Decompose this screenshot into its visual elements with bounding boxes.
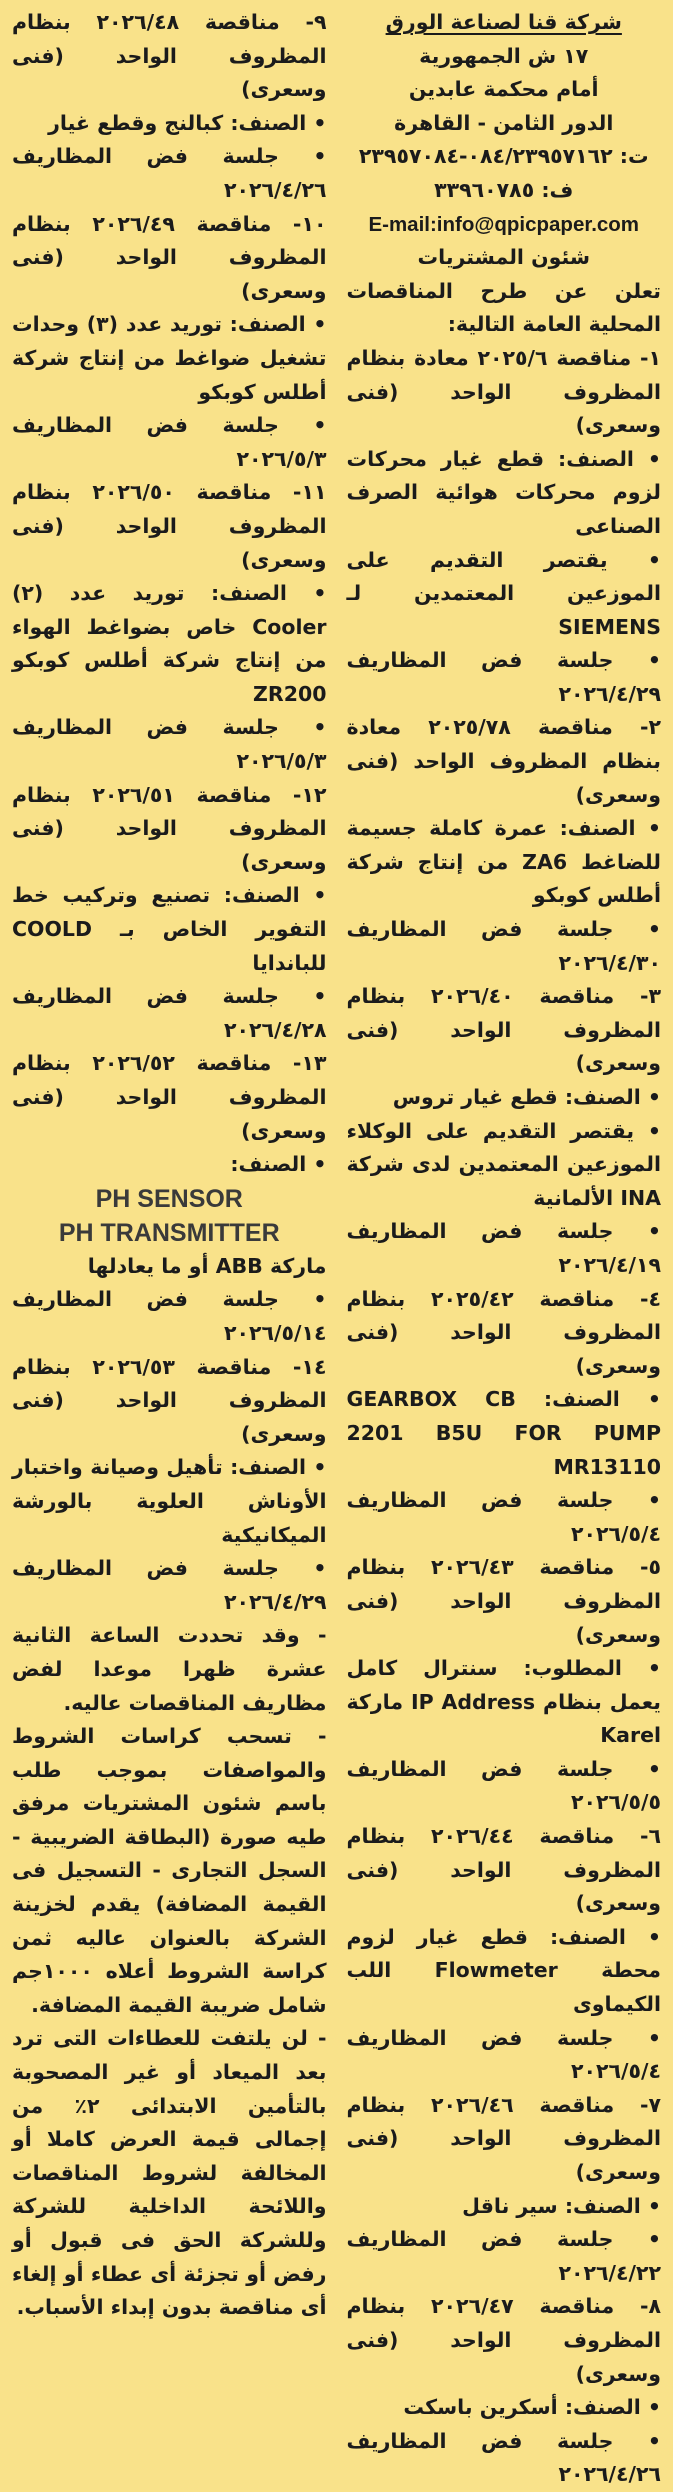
right-column (346, 6, 662, 2487)
address-line: ١٧ ش الجمهورية (419, 43, 589, 68)
tender-line: ماركة ABB أو ما يعادلها (87, 1253, 327, 1278)
tender-line: • جلسة فض المظاريف ٢٠٢٦/٤/١٩ (346, 1219, 661, 1277)
tender-line: • جلسة فض المظاريف ٢٠٢٦/٥/٤ (346, 1488, 661, 1546)
tender-line: ١٤- مناقصة ٢٠٢٦/٥٣ بنظام المظروف الواحد (فنى وسعرى) (12, 1354, 327, 1446)
tender-line: • الصنف: توريد عدد (٢) Cooler خاص بضواغط الهواء من إنتاج شركة أطلس كوبكو ZR200 (12, 581, 327, 706)
tender-line: • الصنف: (230, 1152, 327, 1177)
tender-line: • الصنف: أسكرين باسكت (403, 2395, 661, 2420)
terms-paragraph: - تسحب كراسات الشروط والمواصفات بموجب طلب باسم شئون المشتريات مرفق طيه صورة (البطاقة الضريبية - السجل التجارى - التسجيل فى القيمة المضافة) يقدم لخزينة الشركة بالعنوان عاليه ثمن كراسة الشروط أعلاه ١٠٠٠جم شامل ضريبة القيمة المضافة. (12, 1724, 327, 2017)
tender-line: ١- مناقصة ٢٠٢٥/٦ معادة بنظام المظروف الواحد (فنى وسعرى) (346, 345, 661, 438)
tender-line: ١٢- مناقصة ٢٠٢٦/٥١ بنظام المظروف الواحد (فنى وسعرى) (12, 782, 327, 874)
company-name: شركة قنا لصناعة الورق (385, 10, 622, 34)
tender-line: • الصنف: عمرة كاملة جسيمة للضاغط ZA6 من إنتاج شركة أطلس كوبكو (346, 816, 661, 908)
tender-line: • جلسة فض المظاريف ٢٠٢٦/٥/٤ (346, 2025, 661, 2084)
tender-line: • الصنف: تصنيع وتركيب خط التفوير الخاص بـ COOLD للباندايا (12, 883, 327, 975)
terms-paragraph: - وقد تحددت الساعة الثانية عشرة ظهرا موعدا لفض مظاريف المناقصات عاليه. (12, 1623, 327, 1715)
left-column (12, 6, 327, 2320)
tender-line: ٧- مناقصة ٢٠٢٦/٤٦ بنظام المظروف الواحد (فنى وسعرى) (346, 2092, 661, 2184)
tender-line: • جلسة فض المظاريف ٢٠٢٦/٤/٢٦ (346, 2428, 661, 2487)
tender-line: • جلسة فض المظاريف ٢٠٢٦/٥/٣ (12, 413, 327, 471)
department-name: شئون المشتريات (417, 245, 590, 270)
tender-line: • يقتصر التقديم على الوكلاء الموزعين المعتمدين لدى شركة INA الألمانية (346, 1118, 661, 1210)
tender-line: ١١- مناقصة ٢٠٢٦/٥٠ بنظام المظروف الواحد (فنى وسعرى) (12, 480, 327, 572)
tender-line: • جلسة فض المظاريف ٢٠٢٦/٤/٢٦ (12, 144, 327, 202)
tender-line: • الصنف: قطع غيار محركات لزوم محركات هوائية الصرف الصناعى (346, 446, 661, 538)
tender-line: ٩- مناقصة ٢٠٢٦/٤٨ بنظام المظروف الواحد (فنى وسعرى) (12, 10, 327, 102)
tender-line: ١٣- مناقصة ٢٠٢٦/٥٢ بنظام المظروف الواحد (فنى وسعرى) (12, 1051, 327, 1143)
phone-numbers: ت: ٠٨٤/٢٣٩٥٧١٦٢-٢٣٩٥٧٠٨٤ (358, 144, 649, 169)
tender-line: • الصنف: توريد عدد (٣) وحدات تشغيل ضواغط من إنتاج شركة أطلس كوبكو (12, 312, 327, 404)
tender-line: • جلسة فض المظاريف ٢٠٢٦/٤/٢٩ (346, 648, 661, 706)
sensor-item: PH SENSOR (95, 1184, 243, 1213)
tender-line: ٤- مناقصة ٢٠٢٥/٤٢ بنظام المظروف الواحد (فنى وسعرى) (346, 1286, 661, 1378)
announcement-intro: تعلن عن طرح المناقصات المحلية العامة التالية: (346, 278, 661, 337)
tender-line: • الصنف: قطع غيار لزوم محطة Flowmeter اللب الكيماوى (346, 1924, 661, 2017)
tender-line: ٦- مناقصة ٢٠٢٦/٤٤ بنظام المظروف الواحد (فنى وسعرى) (346, 1824, 661, 1916)
tender-line: • الصنف: سير ناقل (462, 2193, 661, 2218)
tender-line: • جلسة فض المظاريف ٢٠٢٦/٥/١٤ (12, 1287, 327, 1345)
company-header (347, 6, 662, 275)
tender-line: • الصنف: قطع غيار تروس (392, 1085, 661, 1109)
tender-line: • جلسة فض المظاريف ٢٠٢٦/٤/٣٠ (346, 917, 661, 975)
tender-line: • جلسة فض المظاريف ٢٠٢٦/٥/٥ (346, 1756, 661, 1815)
tender-line: • جلسة فض المظاريف ٢٠٢٦/٤/٢٢ (346, 2227, 661, 2285)
tender-line: • الصنف: تأهيل وصيانة واختبار الأوناش العلوية بالورشة الميكانيكية (12, 1455, 327, 1547)
tender-line: ١٠- مناقصة ٢٠٢٦/٤٩ بنظام المظروف الواحد (فنى وسعرى) (12, 211, 327, 303)
tender-line: ٥- مناقصة ٢٠٢٦/٤٣ بنظام المظروف الواحد (فنى وسعرى) (346, 1555, 661, 1647)
sensor-items (12, 1182, 327, 1250)
tender-line: • الصنف: كبالنج وقطع غيار (48, 110, 327, 135)
tender-line: ٢- مناقصة ٢٠٢٥/٧٨ معادة بنظام المظروف الواحد (فنى وسعرى) (346, 715, 661, 807)
sensor-item: PH TRANSMITTER (58, 1218, 280, 1247)
terms-paragraph: - لن يلتفت للعطاءات التى ترد بعد الميعاد أو غير المصحوبة بالتأمين الابتدائى ٢٪ من إجمالى قيمة العرض كاملا أو المخالفة لشروط المناقصات واللائحة الداخلية للشركة وللشركة الحق فى قبول أو رفض أو تجزئة أى عطاء أو إلغاء أى مناقصة بدون إبداء الأسباب. (12, 2026, 327, 2320)
tender-line: • جلسة فض المظاريف ٢٠٢٦/٤/٢٩ (12, 1556, 327, 1614)
tender-line: ٨- مناقصة ٢٠٢٦/٤٧ بنظام المظروف الواحد (فنى وسعرى) (346, 2294, 661, 2386)
tender-line: • يقتصر التقديم على الموزعين المعتمدين لـ SIEMENS (346, 547, 661, 639)
fax-number: ف: ٣٣٩٦٠٧٨٥ (434, 177, 574, 202)
tender-line: • جلسة فض المظاريف ٢٠٢٦/٥/٣ (12, 715, 327, 774)
email-address: E-mail:info@qpicpaper.com (368, 212, 640, 236)
address-line: الدور الثامن - القاهرة (394, 110, 614, 135)
address-line: أمام محكمة عابدين (408, 77, 599, 102)
tender-line: • المطلوب: سنترال كامل يعمل بنظام IP Address ماركة Karel (346, 1656, 662, 1748)
tender-line: • الصنف: GEARBOX CB 2201 B5U FOR PUMP MR13110 (346, 1387, 662, 1479)
tender-line: • جلسة فض المظاريف ٢٠٢٦/٤/٢٨ (12, 984, 327, 1042)
tender-line: ٣- مناقصة ٢٠٢٦/٤٠ بنظام المظروف الواحد (فنى وسعرى) (346, 984, 661, 1076)
